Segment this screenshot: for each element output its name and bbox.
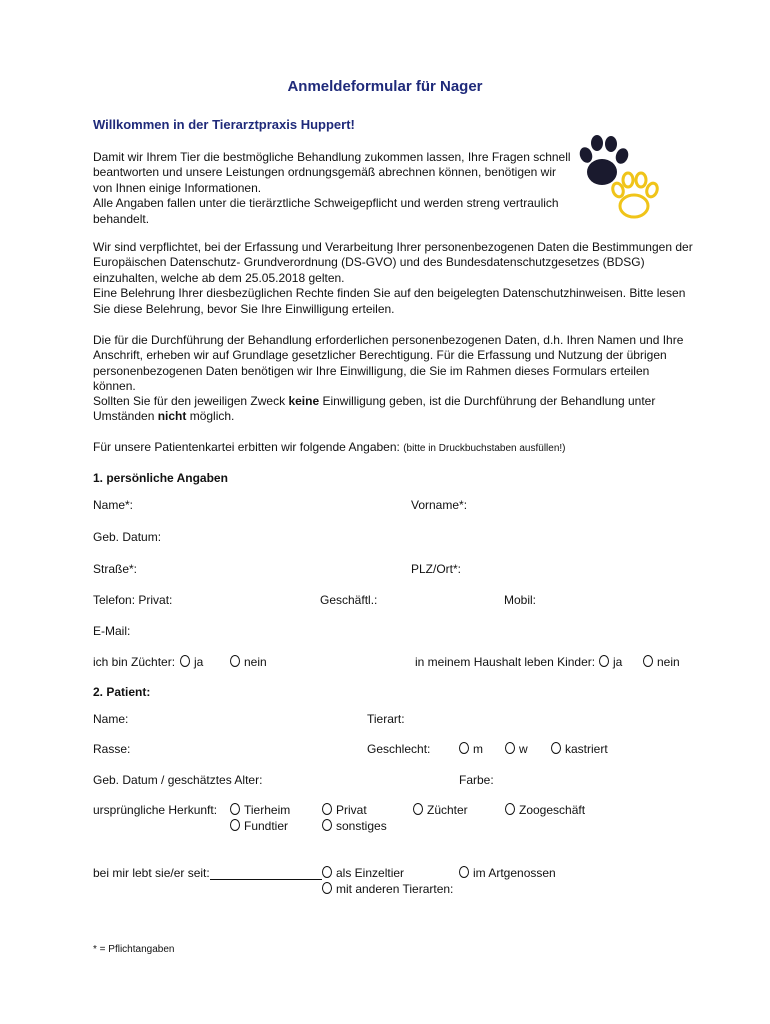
dsgvo-line: Wir sind verpflichtet, bei der Erfassung und Verarbeitung Ihrer personenbezogenen Daten die Bestimmungen der [93, 240, 693, 254]
section-patient-heading: 2. Patient: [93, 685, 151, 699]
option-label: Zoogeschäft [519, 803, 586, 817]
consent-paragraph [93, 394, 693, 425]
dsgvo-line: einzuhalten, welche ab dem 25.05.2018 gelten. [93, 270, 345, 285]
name-label: Name*: [93, 498, 134, 512]
origin-shelter-option[interactable] [230, 803, 290, 817]
intro-line: Damit wir Ihrem Tier die bestmögliche Behandlung zukommen lassen, Ihre Fragen schnell [93, 150, 571, 164]
neutered-option[interactable] [551, 742, 608, 756]
living-since-line[interactable] [210, 867, 322, 880]
radio-circle-icon[interactable] [459, 866, 469, 878]
origin-other-option[interactable] [322, 819, 387, 833]
radio-circle-icon[interactable] [413, 803, 423, 815]
zip-city-label: PLZ/Ort*: [411, 562, 462, 576]
purpose-paragraph [93, 333, 693, 395]
origin-breeder-option[interactable] [413, 803, 468, 817]
email-label: E-Mail: [93, 624, 131, 638]
dsgvo-line: Europäischen Datenschutz- Grundverordnung (DS-GVO) und des Bundesdatenschutzgesetzes (BDSG) [93, 255, 645, 270]
sex-m-option[interactable] [459, 742, 483, 756]
option-label: nein [657, 655, 680, 669]
with-conspecifics-option[interactable] [459, 866, 556, 880]
form-title: Anmeldeformular für Nager [287, 78, 483, 95]
breeder-yes-option[interactable] [180, 655, 203, 669]
radio-circle-icon[interactable] [505, 803, 515, 815]
radio-circle-icon[interactable] [505, 742, 515, 754]
breed-label: Rasse: [93, 742, 131, 756]
option-label: m [473, 742, 483, 756]
option-label: Privat [336, 803, 367, 817]
intro-paragraph [93, 150, 693, 227]
dsgvo-paragraph [93, 240, 693, 317]
footnote-required: * = Pflichtangaben [93, 944, 175, 955]
purpose-line: Anschrift, erheben wir auf Grundlage gesetzlicher Berechtigung. Für die Erfassung und Nutzung der übrigen [93, 348, 667, 363]
species-label: Tierart: [367, 712, 405, 726]
pet-age-label: Geb. Datum / geschätztes Alter: [93, 773, 263, 787]
option-label: ja [613, 655, 623, 669]
breeder-no-option[interactable] [230, 655, 267, 669]
children-no-option[interactable] [643, 655, 680, 669]
radio-circle-icon[interactable] [322, 803, 332, 815]
origin-label: ursprüngliche Herkunft: [93, 803, 218, 817]
radio-circle-icon[interactable] [643, 655, 653, 667]
living-since-field [93, 866, 322, 880]
welcome-heading: Willkommen in der Tierarztpraxis Huppert! [93, 117, 355, 132]
radio-circle-icon[interactable] [322, 819, 332, 831]
pet-name-label: Name: [93, 712, 129, 726]
radio-circle-icon[interactable] [551, 742, 561, 754]
radio-circle-icon[interactable] [459, 742, 469, 754]
option-label: nein [244, 655, 267, 669]
phone-business-label: Geschäftl.: [320, 593, 378, 607]
option-label: kastriert [565, 742, 608, 756]
radio-circle-icon[interactable] [230, 803, 240, 815]
consent-text: möglich. [186, 409, 235, 424]
children-label: in meinem Haushalt leben Kinder: [415, 655, 596, 669]
radio-circle-icon[interactable] [180, 655, 190, 667]
vorname-label: Vorname*: [411, 498, 468, 512]
single-animal-option[interactable] [322, 866, 404, 880]
origin-found-option[interactable] [230, 819, 288, 833]
request-hint: (bitte in Druckbuchstaben ausfüllen!) [403, 443, 566, 454]
consent-text: Sollten Sie für den jeweiligen Zweck [93, 394, 289, 408]
breeder-label: ich bin Züchter: [93, 655, 176, 669]
option-label: mit anderen Tierarten: [336, 882, 454, 896]
radio-circle-icon[interactable] [322, 882, 332, 894]
dsgvo-line: Sie diese Belehrung, bevor Sie Ihre Einwilligung erteilen. [93, 301, 395, 316]
option-label: Tierheim [244, 803, 291, 817]
origin-petshop-option[interactable] [505, 803, 585, 817]
option-label: Züchter [427, 803, 468, 817]
intro-line: Alle Angaben fallen unter die tierärztliche Schweigepflicht und werden streng vertraulich [93, 196, 559, 211]
sex-label: Geschlecht: [367, 742, 431, 756]
radio-circle-icon[interactable] [599, 655, 609, 667]
option-label: sonstiges [336, 819, 387, 833]
purpose-line: Die für die Durchführung der Behandlung erforderlichen personenbezogenen Daten, d.h. Ihren Namen und Ihre [93, 333, 684, 347]
living-since-label: bei mir lebt sie/er seit: [93, 866, 210, 880]
intro-line: beantworten und unsere Leistungen ordnungsgemäß abrechnen können, benötigen wir [93, 165, 556, 180]
intro-line: von Ihnen einige Informationen. [93, 180, 262, 195]
consent-text: Umständen [93, 409, 158, 424]
option-label: im Artgenossen [473, 866, 556, 880]
street-label: Straße*: [93, 562, 138, 576]
mobile-label: Mobil: [504, 593, 537, 607]
color-label: Farbe: [459, 773, 494, 787]
dsgvo-line: Eine Belehrung Ihrer diesbezüglichen Rechte finden Sie auf den beigelegten Datenschutzhinweisen. Bitte lesen [93, 286, 686, 301]
origin-private-option[interactable] [322, 803, 367, 817]
radio-circle-icon[interactable] [230, 819, 240, 831]
purpose-line: personenbezogenen Daten benötigen wir Ihre Einwilligung, die Sie im Rahmen dieses Formulars erteilen können. [93, 363, 650, 394]
option-label: Fundtier [244, 819, 289, 833]
consent-bold-keine: keine [288, 394, 320, 408]
with-other-species-option[interactable] [322, 882, 453, 896]
request-line [93, 440, 693, 456]
section-personal-heading: 1. persönliche Angaben [93, 471, 228, 485]
option-label: ja [194, 655, 204, 669]
radio-circle-icon[interactable] [230, 655, 240, 667]
birthdate-label: Geb. Datum: [93, 530, 162, 544]
intro-line: behandelt. [93, 211, 150, 226]
sex-w-option[interactable] [505, 742, 528, 756]
phone-private-label: Telefon: Privat: [93, 593, 173, 607]
request-text: Für unsere Patientenkartei erbitten wir folgende Angaben: [93, 440, 404, 454]
children-yes-option[interactable] [599, 655, 622, 669]
option-label: w [519, 742, 528, 756]
radio-circle-icon[interactable] [322, 866, 332, 878]
consent-text: Einwilligung geben, ist die Durchführung der Behandlung unter [319, 394, 656, 408]
consent-bold-nicht: nicht [157, 409, 187, 424]
option-label: als Einzeltier [336, 866, 405, 880]
